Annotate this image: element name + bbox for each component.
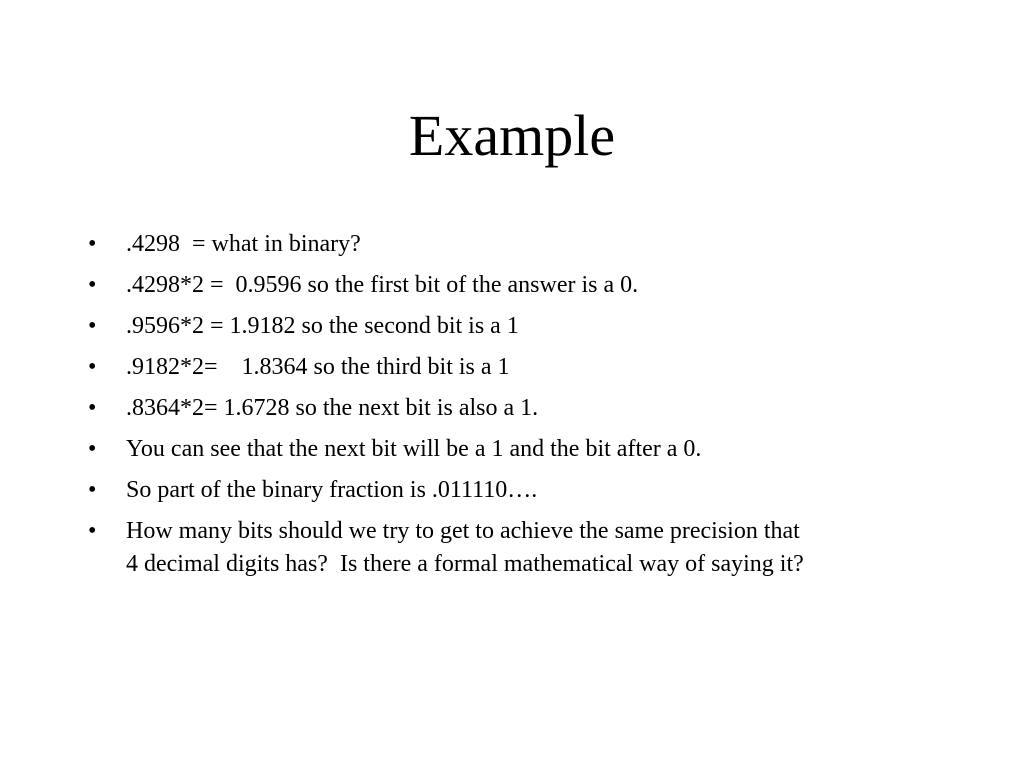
bullet-mark: • [88, 231, 97, 257]
bullet-text: .8364*2= 1.6728 so the next bit is also a 1. [126, 395, 539, 421]
bullet-item [88, 474, 948, 507]
bullet-mark: • [88, 354, 97, 380]
bullet-mark: • [88, 272, 97, 298]
bullet-text: .9182*2= 1.8364 so the third bit is a 1 [126, 354, 510, 380]
bullet-text: .4298*2 = 0.9596 so the first bit of the answer is a 0. [126, 272, 639, 298]
bullet-text: You can see that the next bit will be a 1 and the bit after a 0. [126, 436, 702, 462]
slide-title: Example [408, 103, 616, 168]
bullet-text: .4298 = what in binary? [126, 231, 361, 257]
bullet-text: So part of the binary fraction is .011110…. [126, 477, 538, 503]
bullet-item [88, 433, 948, 466]
bullet-item [88, 351, 948, 384]
bullet-list [88, 228, 948, 589]
bullet-text: How many bits should we try to get to achieve the same precision that 4 decimal digits has? Is there a formal mathematical way of saying it? [126, 518, 804, 577]
bullet-mark: • [88, 518, 97, 544]
bullet-mark: • [88, 477, 97, 503]
bullet-item [88, 310, 948, 343]
bullet-item [88, 269, 948, 302]
bullet-mark: • [88, 436, 97, 462]
bullet-item [88, 392, 948, 425]
bullet-item [88, 228, 948, 261]
bullet-text: .9596*2 = 1.9182 so the second bit is a 1 [126, 313, 519, 339]
bullet-mark: • [88, 313, 97, 339]
bullet-item [88, 515, 948, 581]
bullet-mark: • [88, 395, 97, 421]
